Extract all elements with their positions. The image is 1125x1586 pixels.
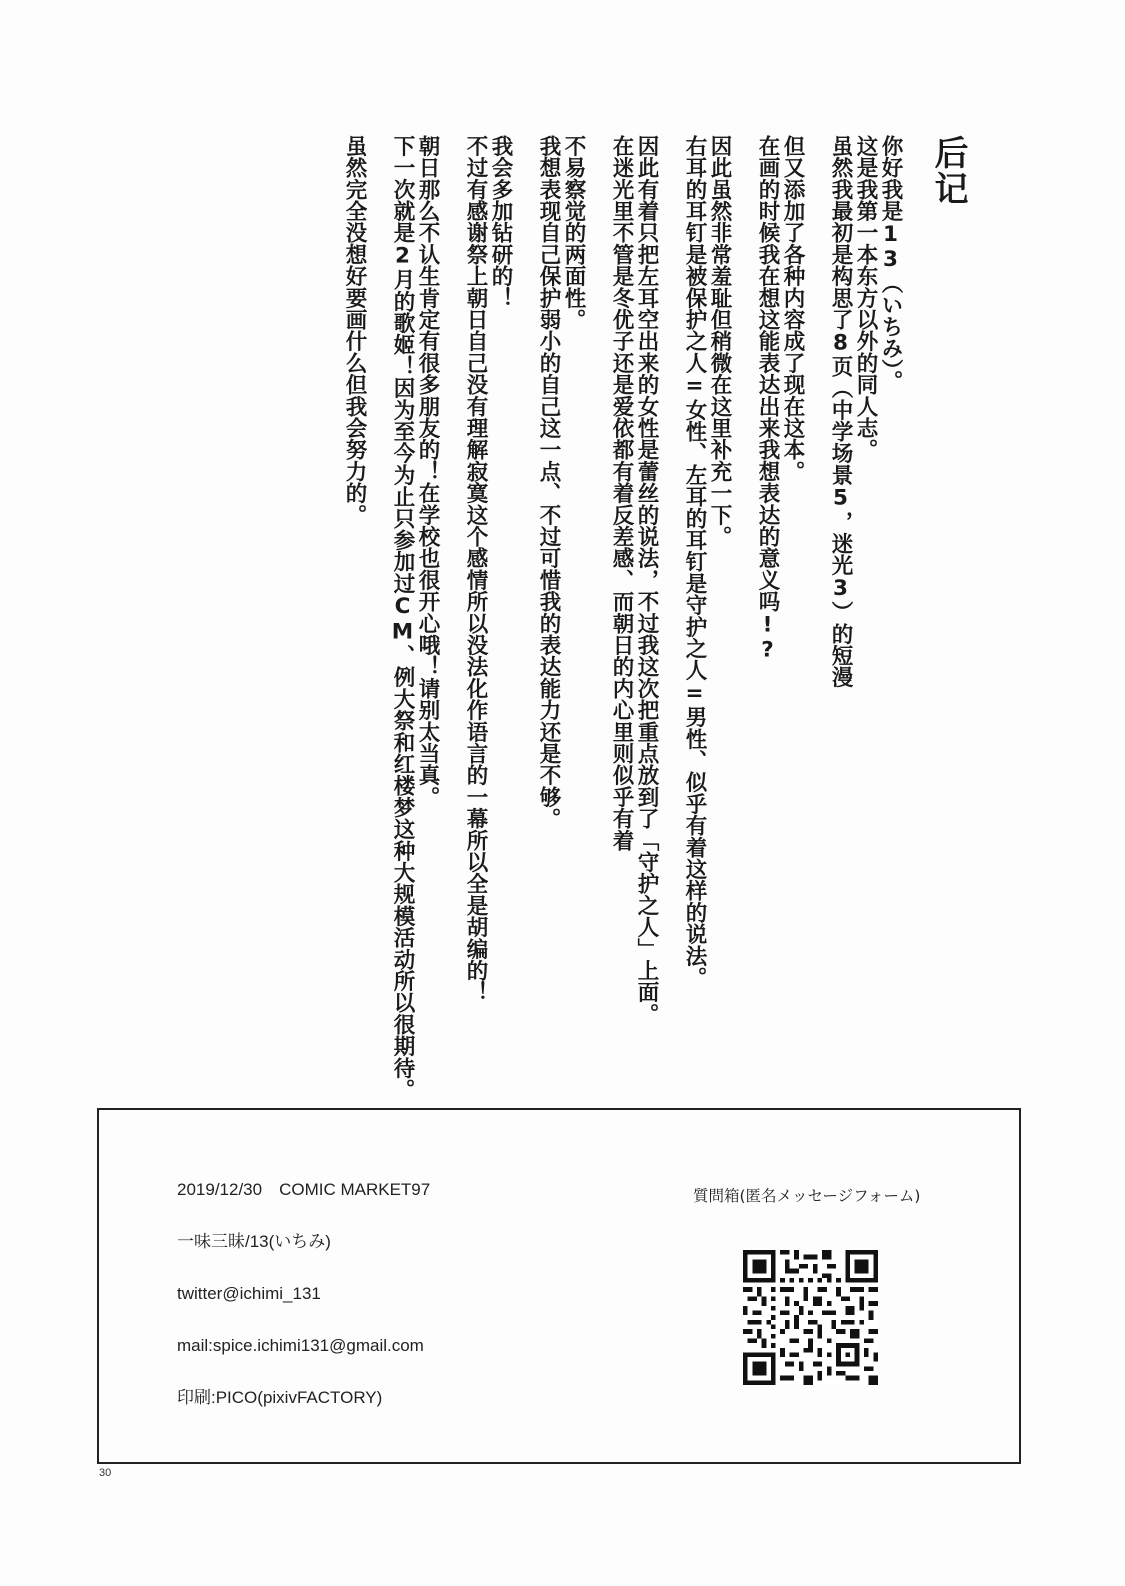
text-line: 因此虽然非常羞耻但稍微在这里补充一下。 [707, 135, 732, 548]
circle-name: 一味三昧/13(いちみ) [177, 1232, 331, 1251]
text-line: 虽然我最初是构思了8页（中学场景5，迷光3）的短漫 [828, 135, 853, 688]
text-line: 但又添加了各种内容成了现在这本。 [780, 135, 805, 483]
qr-code-icon[interactable] [743, 1250, 878, 1385]
printer-info: 印刷:PICO(pixivFACTORY) [177, 1388, 383, 1407]
text-line: 我会多加钻研的！ [488, 135, 513, 309]
text-line: 因此有着只把左耳空出来的女性是蕾丝的说法，不过我这次把重点放到了「守护之人」上面。 [634, 135, 659, 1025]
text-line: 你好我是13（いちみ）。 [878, 135, 903, 392]
afterword [342, 135, 968, 1101]
afterword-title: 后记 [928, 135, 968, 207]
colophon-box [97, 1108, 1021, 1464]
text-line: 右耳的耳钉是被保护之人=女性、左耳的耳钉是守护之人=男性、似乎有着这样的说法。 [682, 135, 707, 989]
event-date: 2019/12/30 COMIC MARKET97 [177, 1180, 431, 1199]
text-line: 在迷光里不管是冬优子还是爱依都有着反差感、而朝日的内心里则似乎有着 [609, 135, 634, 852]
twitter-handle: twitter@ichimi_131 [177, 1284, 321, 1303]
page-number: 30 [99, 1467, 112, 1479]
mail-address: mail:spice.ichimi131@gmail.com [177, 1336, 424, 1355]
text-line: 这是我第一本东方以外的同人志。 [853, 135, 878, 461]
text-line: 下一次就是2月的歌姬！因为至今为止只参加过CM、例大祭和红楼梦这种大规模活动所以很期待。 [390, 135, 415, 1101]
text-line: 不易察觉的两面性。 [561, 135, 586, 331]
text-line: 在画的时候我在想这能表达出来我想表达的意义吗!? [755, 135, 780, 663]
text-line: 我想表现自己保护弱小的自己这一点、不过可惜我的表达能力还是不够。 [536, 135, 561, 830]
text-line: 虽然完全没想好要画什么但我会努力的。 [342, 135, 367, 526]
colophon-info [177, 1180, 430, 1440]
qr-label: 質問箱(匿名メッセージフォーム) [693, 1187, 921, 1205]
text-line: 不过有感谢祭上朝日自己没有理解寂寞这个感情所以没法化作语言的一幕所以全是胡编的！ [463, 135, 488, 1003]
text-line: 朝日那么不认生肯定有很多朋友的！在学校也很开心哦！请别太当真。 [415, 135, 440, 808]
